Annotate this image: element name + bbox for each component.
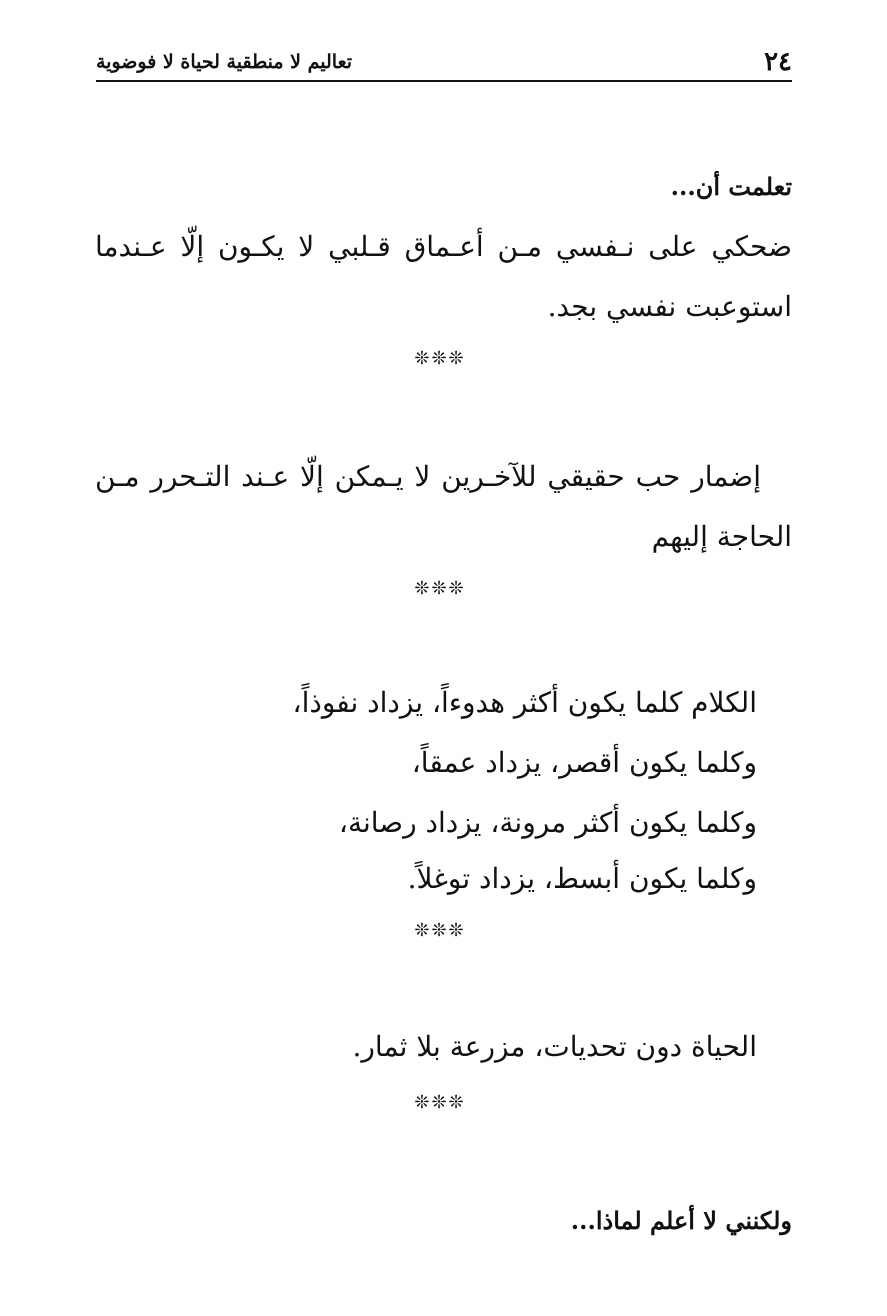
item3-line4: وكلما يكون أبسط، يزداد توغلاً. xyxy=(407,862,757,895)
item3-line3: وكلما يكون أكثر مرونة، يزداد رصانة، xyxy=(338,806,757,839)
item1-line1: ضحكي على نـفسي مـن أعـماق قـلبي لا يكـون إلّا عـندما xyxy=(95,230,792,263)
item3-line2: وكلما يكون أقصر، يزداد عمقاً، xyxy=(411,746,757,779)
item1-line2: استوعبت نفسي بجد. xyxy=(547,290,792,323)
header-rule xyxy=(96,80,792,82)
separator-1: ❊❊❊ xyxy=(414,348,466,369)
separator-2: ❊❊❊ xyxy=(414,578,466,599)
running-header xyxy=(96,44,792,80)
item3-line1: الكلام كلما يكون أكثر هدوءاً، يزداد نفوذاً، xyxy=(292,686,757,719)
separator-4: ❊❊❊ xyxy=(414,1092,466,1113)
item2-line1: إضمار حب حقيقي للآخـرين لا يـمكن إلّا عـند التـحرر مـن xyxy=(95,460,761,493)
item2-line2: الحاجة إليهم xyxy=(651,520,792,553)
separator-3: ❊❊❊ xyxy=(414,920,466,941)
intro-heading: تعلمت أن... xyxy=(670,172,792,201)
book-title: تعاليم لا منطقية لحياة لا فوضوية xyxy=(96,51,353,73)
item4-line1: الحياة دون تحديات، مزرعة بلا ثمار. xyxy=(352,1030,757,1063)
page-number: ٢٤ xyxy=(764,47,792,77)
closing-line: ولكنني لا أعلم لماذا... xyxy=(570,1206,792,1235)
